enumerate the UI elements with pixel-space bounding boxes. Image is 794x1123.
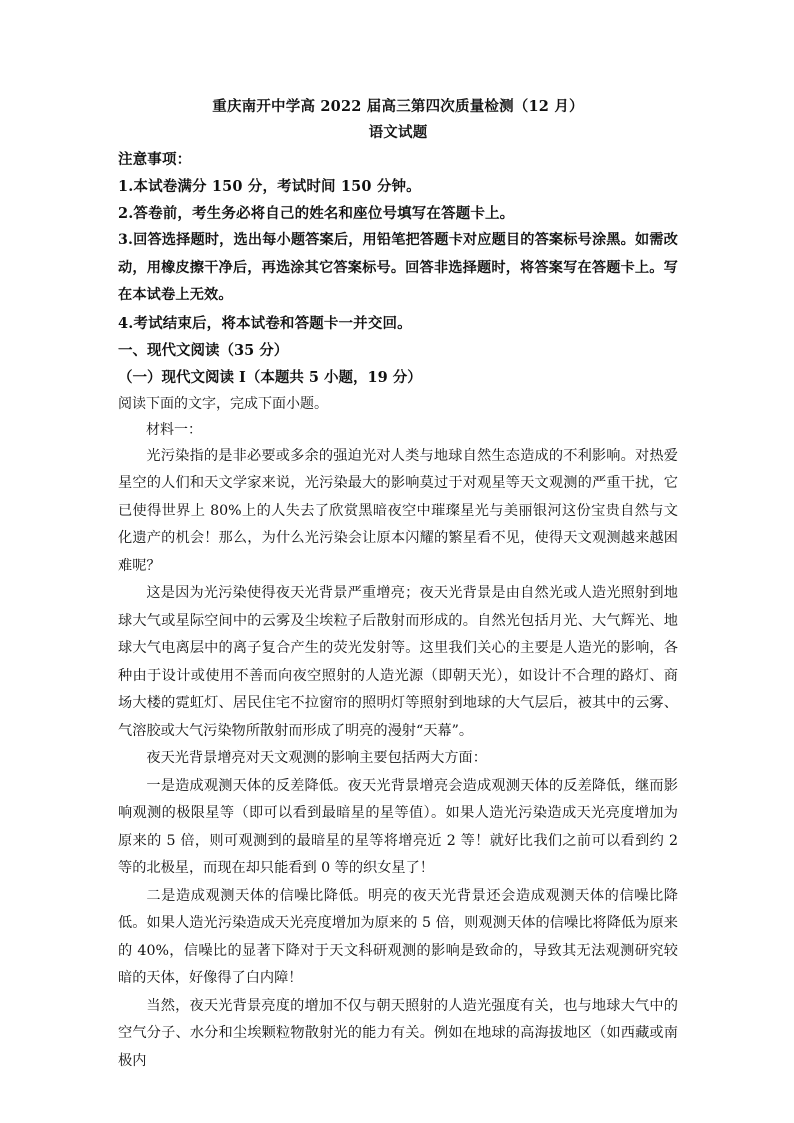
material-label: 材料一： xyxy=(146,421,202,438)
exam-title: 重庆南开中学高 2022 届高三第四次质量检测（12 月） xyxy=(212,98,584,115)
paragraph-4: 一是造成观测天体的反差降低。夜天光背景增亮会造成观测天体的反差降低，继而影响观测的极限星等（即可以看到最暗星的星等值）。如果人造光污染造成天光亮度增加为原来的 5 倍，则可观测到的最暗星的星等将增亮近 2 等！就好比我们之前可以看到约 2 等的北极星，而现在却只能看到 0 等的织女星了！ xyxy=(118,777,678,876)
notice-item-4: 4.考试结束后，将本试卷和答题卡一并交回。 xyxy=(118,314,412,332)
section-subheading: （一）现代文阅读 I（本题共 5 小题，19 分） xyxy=(118,368,422,386)
paragraph-3: 夜天光背景增亮对天文观测的影响主要包括两大方面： xyxy=(146,750,487,766)
subject-title: 语文试题 xyxy=(368,124,428,141)
paragraph-5: 二是造成观测天体的信噪比降低。明亮的夜天光背景还会造成观测天体的信噪比降低。如果人造光污染造成天光亮度增加为原来的 5 倍，则观测天体的信噪比将降低为原来的 40%，信噪比的显著下降对于天文科研观测的影响是致命的，导致其无法观测研究较暗的天体，好像得了白内障！ xyxy=(118,887,678,986)
notice-item-2: 2.答卷前，考生务必将自己的姓名和座位号填写在答题卡上。 xyxy=(118,205,515,222)
notice-item-1: 1.本试卷满分 150 分，考试时间 150 分钟。 xyxy=(118,178,421,195)
notice-heading: 注意事项： xyxy=(118,151,192,168)
notice-item-3: 3.回答选择题时，选出每小题答案后，用铅笔把答题卡对应题目的答案标号涂黑。如需改动，用橡皮擦干净后，再选涂其它答案标号。回答非选择题时，将答案写在答题卡上。写在本试卷上无效。 xyxy=(118,232,678,303)
paragraph-1: 光污染指的是非必要或多余的强迫光对人类与地球自然生态造成的不利影响。对热爱星空的人们和天文学家来说，光污染最大的影响莫过于对观星等天文观测的严重干扰，它已使得世界上 80%上的人失去了欣赏黑暗夜空中璀璨星光与美丽银河这份宝贵自然与文化遗产的机会！那么，为什么光污染会让原本闪耀的繁星看不见，使得天文观测越来越困难呢？ xyxy=(118,447,678,574)
notice-block xyxy=(118,146,678,337)
section-heading: 一、现代文阅读（35 分） xyxy=(118,341,289,359)
paragraph-6: 当然，夜天光背景亮度的增加不仅与朝天照射的人造光强度有关，也与地球大气中的空气分子、水分和尘埃颗粒物散射光的能力有关。例如在地球的高海拔地区（如西藏或南极内 xyxy=(118,997,678,1069)
exam-page xyxy=(118,94,678,1075)
reading-instruction: 阅读下面的文字，完成下面小题。 xyxy=(118,395,328,412)
paragraph-2: 这是因为光污染使得夜天光背景严重增亮；夜天光背景是由自然光或人造光照射到地球大气或星际空间中的云雾及尘埃粒子后散射而形成的。自然光包括月光、大气辉光、地球大气电离层中的离子复合产生的荧光发射等。这里我们关心的主要是人造光的影响，各种由于设计或使用不善而向夜空照射的人造光源（即朝天光），如设计不合理的路灯、商场大楼的霓虹灯、居民住宅不拉窗帘的照明灯等照射到地球的大气层后，被其中的云雾、气溶胶或大气污染物所散射而形成了明亮的漫射“天幕”。 xyxy=(118,585,678,739)
